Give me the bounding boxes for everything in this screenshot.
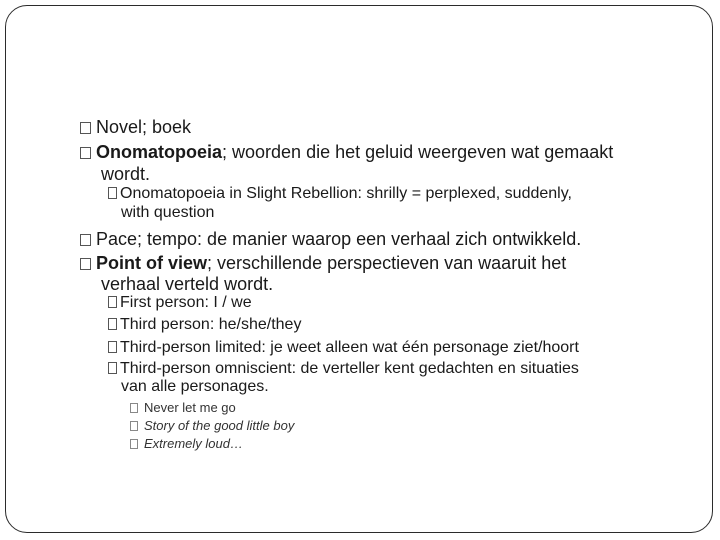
sub-bullet-onomatopoeia-example	[108, 184, 572, 203]
bullet-text: ; woorden die het geluid weergeven wat gemaakt	[222, 142, 614, 162]
sub-sub-bullet-story-of-the-good-little-boy	[130, 417, 294, 434]
bullet-continuation: van alle personages.	[121, 378, 269, 395]
bullet-icon	[80, 122, 91, 134]
bullet-term: Point of view	[96, 253, 208, 273]
sub-bullet-third-person	[108, 315, 301, 334]
bullet-text: Third-person limited: je weet alleen wat één personage ziet/hoort	[120, 339, 579, 356]
sub-bullet-third-person-omniscient	[108, 359, 579, 378]
bullet-text: Story of the good little boy	[144, 418, 295, 433]
bullet-novel	[80, 116, 191, 138]
bullet-text: Onomatopoeia in Slight Rebellion: shrilly = perplexed, suddenly,	[120, 185, 572, 202]
bullet-icon	[130, 439, 138, 449]
bullet-text: Third person: he/she/they	[120, 316, 302, 333]
bullet-icon	[108, 318, 117, 330]
bullet-text: First person: I / we	[120, 294, 252, 311]
bullet-continuation: wordt.	[101, 164, 151, 184]
bullet-text: Extremely loud…	[144, 436, 243, 451]
bullet-text: Novel; boek	[96, 117, 192, 137]
bullet-point-of-view	[80, 252, 566, 274]
bullet-term: Onomatopoeia	[96, 142, 223, 162]
bullet-continuation: with question	[121, 204, 215, 221]
sub-bullet-third-person-limited	[108, 338, 579, 357]
bullet-onomatopoeia	[80, 141, 613, 163]
bullet-icon	[130, 421, 138, 431]
bullet-icon	[80, 234, 91, 246]
sub-bullet-first-person	[108, 293, 252, 312]
bullet-text: Never let me go	[144, 400, 236, 415]
sub-sub-bullet-extremely-loud	[130, 435, 243, 452]
bullet-pace	[80, 228, 581, 250]
bullet-text: ; verschillende perspectieven van waaruit het	[207, 253, 567, 273]
bullet-icon	[108, 296, 117, 308]
bullet-icon	[80, 258, 91, 270]
bullet-icon	[130, 403, 138, 413]
bullet-icon	[80, 147, 91, 159]
bullet-continuation: verhaal verteld wordt.	[101, 274, 274, 294]
bullet-icon	[108, 187, 117, 199]
bullet-text: Third-person omniscient: de verteller kent gedachten en situaties	[120, 360, 579, 377]
bullet-text: Pace; tempo: de manier waarop een verhaal zich ontwikkeld.	[96, 229, 582, 249]
sub-sub-bullet-never-let-me-go	[130, 399, 236, 416]
bullet-icon	[108, 362, 117, 374]
bullet-icon	[108, 341, 117, 353]
